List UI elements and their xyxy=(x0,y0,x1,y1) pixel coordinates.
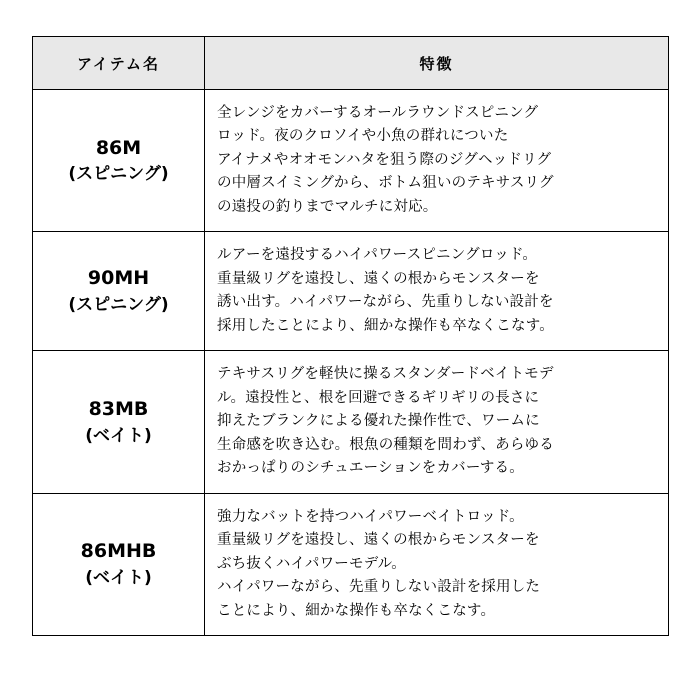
feature-line: ことにより、細かな操作も卒なくこなす。 xyxy=(217,602,496,619)
table-row xyxy=(33,493,669,635)
feature-line: 重量級リグを遠投し、遠くの根からモンスターを xyxy=(217,532,540,549)
item-name-cell xyxy=(33,90,205,232)
item-name-sub: (スピニング) xyxy=(68,164,169,185)
item-name: 86MHB xyxy=(80,540,157,563)
feature-line: の中層スイミングから、ボトム狙いのテキサスリグ xyxy=(217,175,554,192)
column-header-feature: 特徴 xyxy=(205,37,669,90)
feature-line: 誘い出す。ハイパワーながら、先重りしない設計を xyxy=(217,294,554,311)
item-name: 90MH xyxy=(87,267,150,290)
feature-line: の遠投の釣りまでマルチに対応。 xyxy=(217,198,438,215)
feature-line: おかっぱりのシチュエーションをカバーする。 xyxy=(217,460,524,477)
item-name-cell xyxy=(33,351,205,493)
table-row xyxy=(33,232,669,351)
feature-line: 全レンジをカバーするオールラウンドスピニング xyxy=(217,105,539,121)
item-name-cell xyxy=(33,232,205,351)
table-row xyxy=(33,351,669,493)
item-name-sub: (ベイト) xyxy=(85,567,152,588)
feature-line: テキサスリグを軽快に操るスタンダードベイトモデ xyxy=(217,366,554,383)
item-name: 83MB xyxy=(88,397,149,420)
feature-line: 生命感を吹き込む。根魚の種類を問わず、あらゆる xyxy=(217,436,554,453)
feature-line: 抑えたブランクによる優れた操作性で、ワームに xyxy=(217,413,540,430)
feature-line: ル。遠投性と、根を回避できるギリギリの長さに xyxy=(217,389,540,406)
feature-line: アイナメやオオモンハタを狙う際のジグヘッドリグ xyxy=(217,151,552,168)
feature-line: ぶち抜くハイパワーモデル。 xyxy=(217,555,406,572)
column-header-item-name: アイテム名 xyxy=(33,37,205,90)
feature-cell xyxy=(205,493,669,635)
feature-line: ハイパワーながら、先重りしない設計を採用した xyxy=(217,579,541,596)
item-name-cell xyxy=(33,493,205,635)
item-name-sub: (スピニング) xyxy=(68,294,169,315)
feature-line: 重量級リグを遠投し、遠くの根からモンスターを xyxy=(217,270,540,287)
feature-cell xyxy=(205,90,669,232)
feature-line: ルアーを遠投するハイパワースピニングロッド。 xyxy=(217,247,538,264)
table-row xyxy=(33,90,669,232)
table-header xyxy=(33,37,669,90)
spec-table xyxy=(32,36,669,636)
item-name-sub: (ベイト) xyxy=(85,425,152,446)
feature-line: 採用したことにより、細かな操作も卒なくこなす。 xyxy=(217,317,554,334)
feature-cell xyxy=(205,351,669,493)
feature-line: ロッド。夜のクロソイや小魚の群れについた xyxy=(217,128,509,145)
table-header-row xyxy=(33,37,669,90)
item-name: 86M xyxy=(95,136,142,159)
feature-line: 強力なバットを持つハイパワーベイトロッド。 xyxy=(217,508,524,525)
feature-cell xyxy=(205,232,669,351)
table-body xyxy=(33,90,669,636)
